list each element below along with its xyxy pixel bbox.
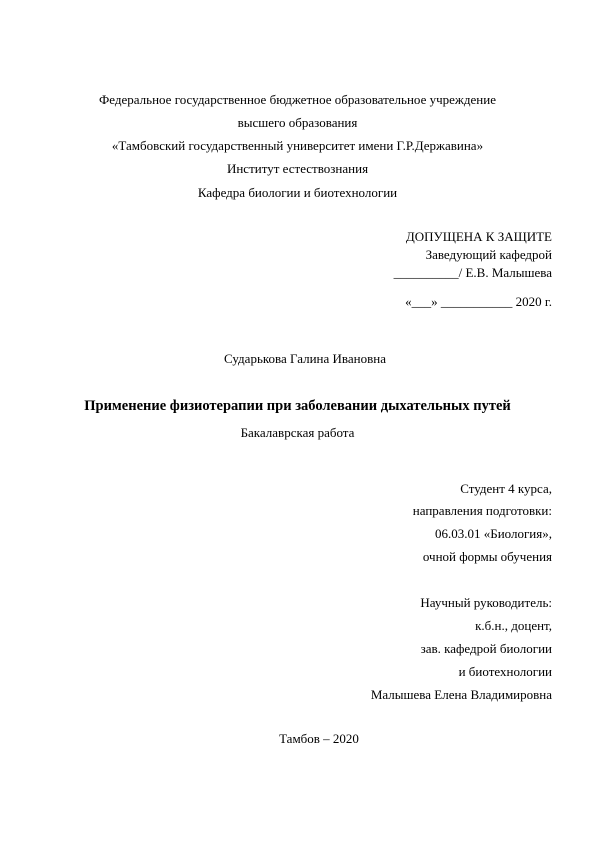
supervisor-name: Малышева Елена Владимировна — [370, 687, 552, 702]
approval-status: ДОПУЩЕНА К ЗАЩИТЕ — [405, 229, 552, 244]
header-federal-institution: Федеральное государственное бюджетное образовательное учреждение — [99, 92, 496, 107]
header-higher-education: высшего образования — [237, 115, 358, 130]
approval-signature: __________/ Е.В. Малышева — [393, 265, 552, 280]
author-name: Сударькова Галина Ивановна — [224, 351, 386, 366]
header-university-name: «Тамбовский государственный университет имени Г.Р.Державина» — [111, 138, 484, 153]
student-study-form: очной формы обучения — [422, 549, 552, 564]
approval-date: «___» ___________ 2020 г. — [405, 294, 552, 309]
supervisor-position: зав. кафедрой биологии — [420, 641, 552, 656]
footer-city-year: Тамбов – 2020 — [279, 731, 359, 746]
student-course: Студент 4 курса, — [460, 481, 552, 496]
approval-position: Заведующий кафедрой — [425, 247, 552, 262]
header-department: Кафедра биологии и биотехнологии — [197, 185, 398, 200]
header-institute: Институт естествознания — [226, 161, 369, 176]
supervisor-position-cont: и биотехнологии — [458, 664, 552, 679]
supervisor-label: Научный руководитель: — [420, 595, 552, 610]
work-type: Бакалаврская работа — [240, 425, 355, 440]
student-direction-label: направления подготовки: — [412, 503, 552, 518]
work-title: Применение физиотерапии при заболевании дыхательных путей — [84, 398, 511, 414]
student-direction-code: 06.03.01 «Биология», — [434, 526, 552, 541]
supervisor-degree: к.б.н., доцент, — [475, 618, 552, 633]
